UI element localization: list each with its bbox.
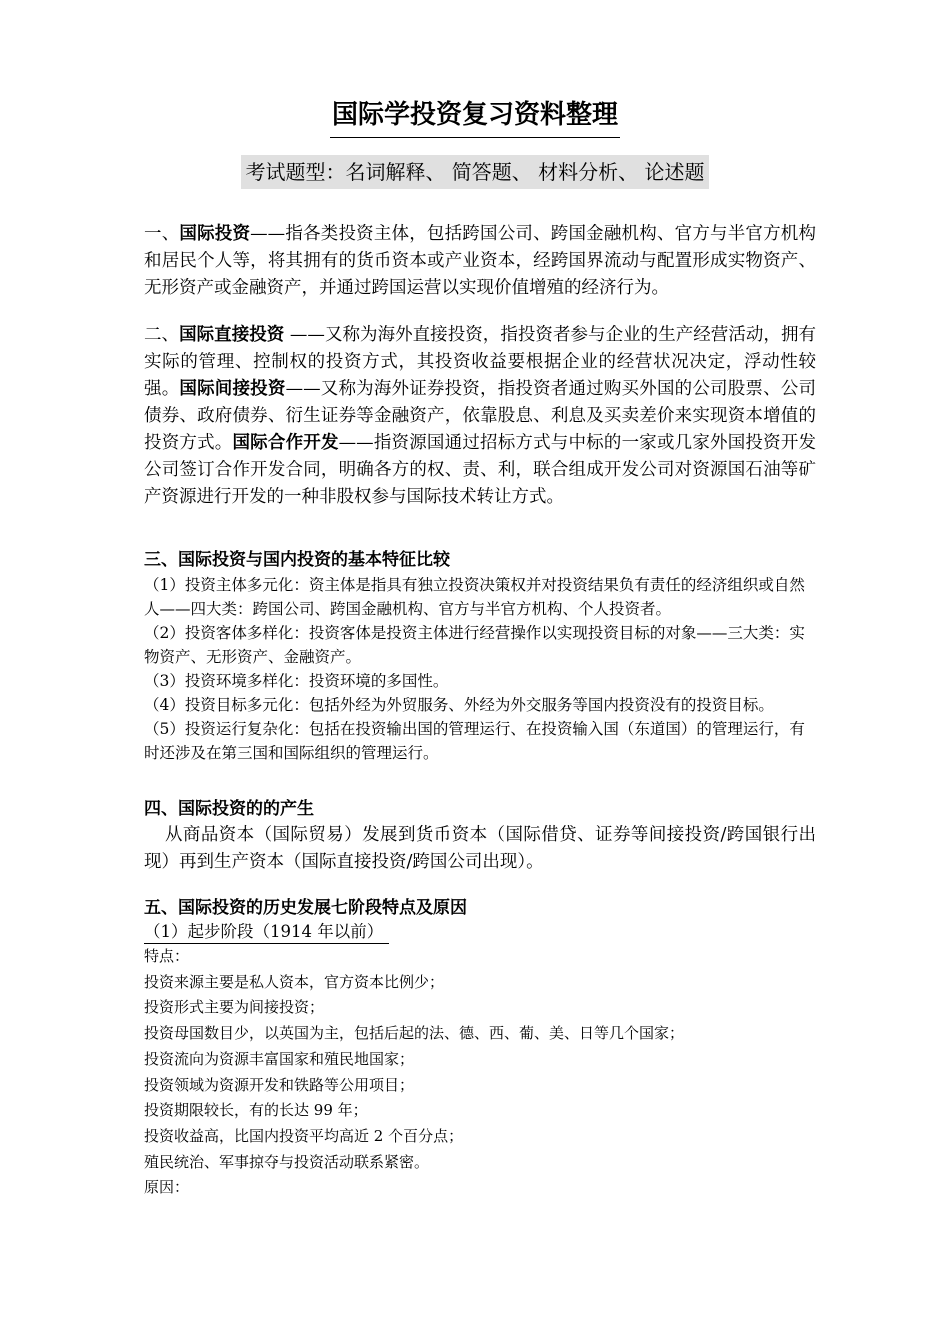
list-item: （2）投资客体多样化：投资客体是投资主体进行经营操作以实现投资目标的对象——三大类：实物资产、无形资产、金融资产。 [144, 624, 805, 666]
section-2-paragraph [144, 322, 816, 511]
section-1-prefix: 一、 [144, 224, 180, 244]
section-1 [144, 221, 816, 302]
section-4-heading: 四、国际投资的的产生 [144, 799, 314, 819]
list-item: 原因： [144, 1178, 190, 1197]
list-item: 投资期限较长，有的长达 99 年； [144, 1101, 368, 1120]
list-item: （5）投资运行复杂化：包括在投资输出国的管理运行、在投资输入国（东道国）的管理运行，有时还涉及在第三国和国际组织的管理运行。 [144, 720, 805, 762]
list-item: （3）投资环境多样化：投资环境的多国性。 [144, 672, 449, 690]
section-5-heading: 五、国际投资的历史发展七阶段特点及原因 [144, 898, 467, 918]
list-item: （1）投资主体多元化：资主体是指具有独立投资决策权并对投资结果负有责任的经济组织或自然人——四大类：跨国公司、跨国金融机构、官方与半官方机构、个人投资者。 [144, 576, 805, 618]
section-2-prefix: 二、 [144, 325, 180, 345]
indirect-investment-definition: ——又称为海外证券投资，指投资者通过购买外国的公司股票、公司债券、政府债券、衍生证券等金融资产，依靠股息、利息及买卖差价来实现资本增值的投资方式。 [144, 379, 817, 453]
term-indirect-investment: 国际间接投资 [179, 379, 286, 399]
cooperative-development-definition: ——指资源国通过招标方式与中标的一家或几家外国投资开发公司签订合作开发合同，明确各方的权、责、利，联合组成开发公司对资源国石油等矿产资源进行开发的一种非股权参与国际技术转让方式。 [144, 433, 817, 507]
list-item: 投资收益高，比国内投资平均高近 2 个百分点； [144, 1126, 464, 1145]
title-container [0, 97, 950, 138]
term-international-investment: 国际投资 [179, 224, 251, 244]
subtitle-container [0, 155, 950, 189]
stage-1-heading: （1）起步阶段（1914 年以前） [144, 921, 389, 944]
term-cooperative-development: 国际合作开发 [232, 433, 339, 453]
section-3-heading: 三、国际投资与国内投资的基本特征比较 [144, 550, 450, 570]
section-5 [144, 895, 816, 1201]
section-1-paragraph [144, 221, 816, 302]
section-3 [144, 547, 816, 765]
section-4-paragraph: 从商品资本（国际贸易）发展到货币资本（国际借贷、证券等间接投资/跨国银行出现）再到生产资本（国际直接投资/跨国公司出现）。 [144, 825, 816, 872]
list-item: 特点： [144, 947, 190, 965]
list-item: 投资流向为资源丰富国家和殖民地国家； [144, 1049, 415, 1068]
list-item: （4）投资目标多元化：包括外经为外贸服务、外经为外交服务等国内投资没有的投资目标。 [144, 696, 774, 714]
document-title: 国际学投资复习资料整理 [330, 97, 620, 138]
list-item: 投资母国数目少，以英国为主，包括后起的法、德、西、葡、美、日等几个国家； [144, 1024, 685, 1043]
fdi-definition: ——又称为海外直接投资，指投资者参与企业的生产经营活动，拥有实际的管理、控制权的投资方式，其投资收益要根据企业的经营状况决定，浮动性较强。 [144, 325, 816, 399]
section-2 [144, 322, 816, 511]
list-item: 投资形式主要为间接投资； [144, 998, 325, 1017]
list-item: 投资领域为资源开发和铁路等公用项目； [144, 1075, 415, 1094]
list-item: 殖民统治、军事掠夺与投资活动联系紧密。 [144, 1152, 430, 1171]
term-fdi: 国际直接投资 [179, 325, 285, 345]
list-item: 投资来源主要是私人资本，官方资本比例少； [144, 972, 445, 991]
exam-types-banner: 考试题型：名词解释、 简答题、 材料分析、 论述题 [241, 155, 708, 189]
section-4 [144, 796, 816, 876]
section-1-text: ——指各类投资主体，包括跨国公司、跨国金融机构、官方与半官方机构和居民个人等，将其拥有的货币资本或产业资本，经跨国界流动与配置形成实物资产、无形资产或金融资产，并通过跨国运营以实现价值增殖的经济行为。 [144, 224, 817, 298]
